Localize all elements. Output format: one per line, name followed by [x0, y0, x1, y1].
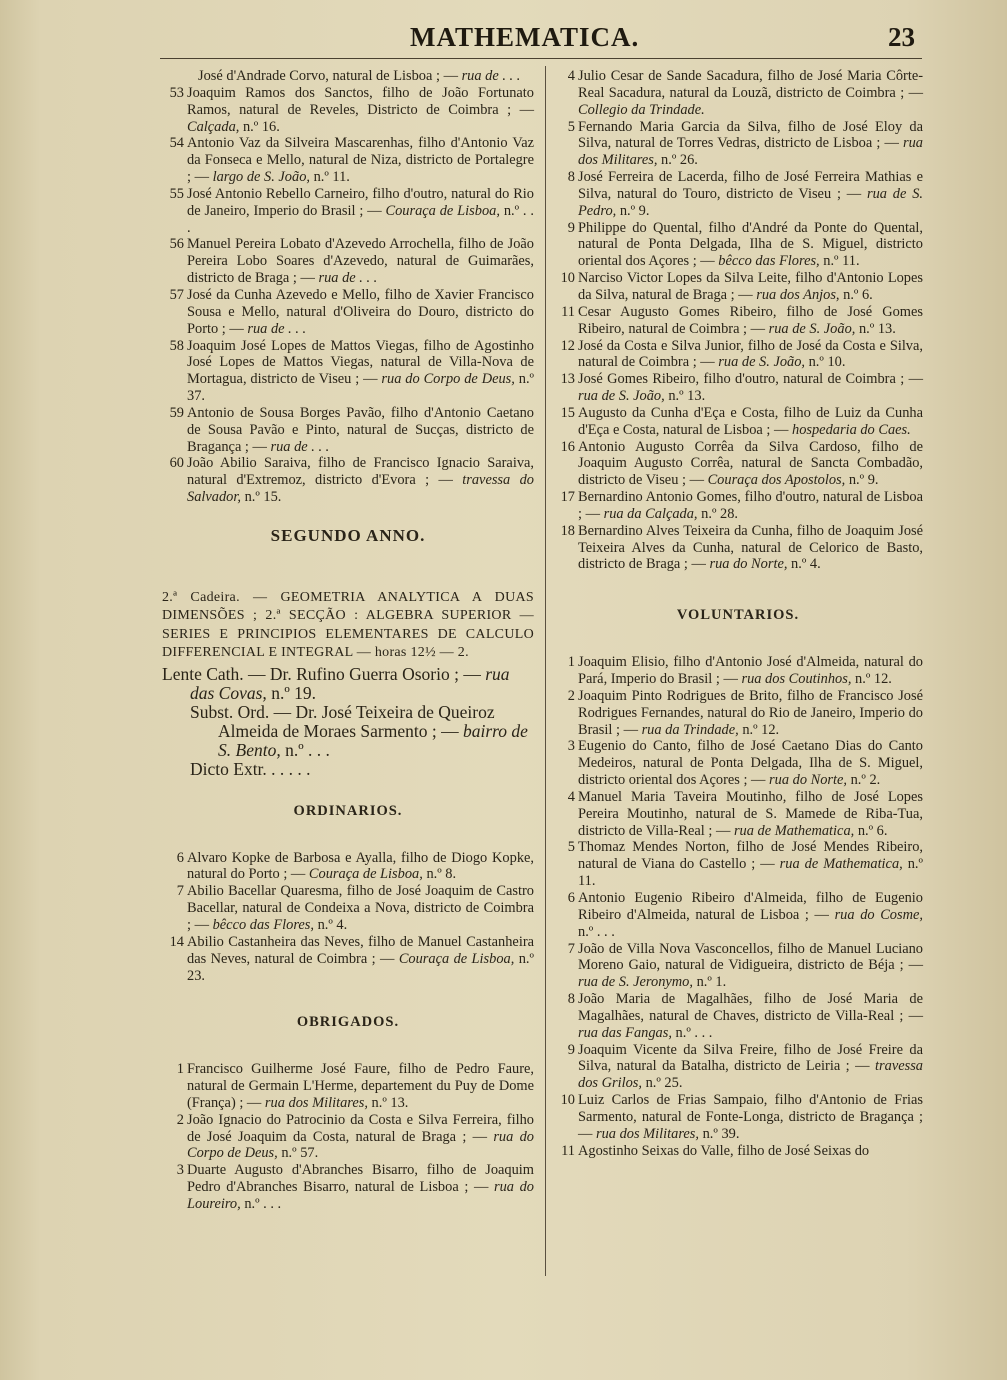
entry-address: rua de S. Jeronymo,: [578, 974, 693, 991]
entry-number: 17: [560, 489, 575, 506]
entry-house-number: n.º 9.: [845, 472, 879, 489]
entry-address: hospedaria do Caes.: [792, 421, 911, 438]
list-entry: [553, 119, 923, 170]
list-entry: [162, 135, 534, 186]
section-heading-obrigados: OBRIGADOS.: [296, 1014, 400, 1031]
entry-body: Antonio Vaz da Silveira Mascarenhas, filho d'Antonio Vaz da Fonseca e Mello, natural de Niza, districto de Portalegre ; —: [187, 135, 534, 186]
entry-body: Fernando Maria Garcia da Silva, filho de José Eloy da Silva, natural de Torres Vedras, districto de Lisboa ; —: [578, 118, 923, 152]
entry-number: 5: [567, 118, 575, 135]
list-entry: [553, 439, 923, 490]
list-entry: [162, 455, 534, 506]
entry-text: [578, 941, 923, 992]
entry-address: rua do Norte,: [709, 556, 788, 573]
entry-house-number: n.º 37.: [187, 371, 535, 405]
list-entry: [162, 883, 534, 934]
entry-house-number: n.º 16.: [239, 118, 280, 135]
entry-address: rua de S. João,: [768, 320, 856, 337]
entry-text: [187, 850, 534, 884]
entry-body: José Gomes Ribeiro, filho d'outro, natural de Coimbra ; —: [578, 371, 923, 388]
entry-text: [578, 890, 923, 941]
entry-house-number: n.º 26.: [657, 152, 698, 169]
entry-body: João Ignacio do Patrocinio da Costa e Silva Ferreira, filho de José Joaquim da Costa, natural de Braga ; —: [187, 1111, 534, 1145]
entry-text: [578, 688, 923, 739]
entry-number: 8: [567, 169, 575, 186]
entry-address: rua dos Anjos,: [756, 286, 840, 303]
entry-number: 16: [560, 438, 575, 455]
entry-text: [578, 738, 923, 789]
entry-text: [578, 405, 923, 439]
list-entry: [553, 489, 923, 523]
entry-number: 9: [567, 1041, 575, 1058]
entry-body: João Maria de Magalhães, filho de José Maria de Magalhães, natural de Chaves, districto de Villa-Real ; —: [578, 991, 923, 1024]
entry-address: bêcco das Flores,: [212, 917, 314, 933]
entry-house-number: n.º 57.: [277, 1145, 319, 1162]
entry-number: 12: [560, 337, 575, 354]
entry-number: 10: [560, 1092, 575, 1109]
entry-body: Narciso Victor Lopes da Silva Leite, filho d'Antonio Lopes da Silva, natural de Braga ; —: [578, 270, 923, 303]
list-entry: [162, 1162, 534, 1213]
entry-address: rua de . . .: [461, 68, 521, 84]
entry-text: [578, 304, 923, 338]
entry-body: Alvaro Kopke de Barbosa e Ayalla, filho de Diogo Kopke, natural do Porto ; —: [187, 849, 534, 883]
list-entry: [553, 220, 923, 271]
entry-house-number: n.º 11.: [309, 169, 350, 186]
entry-number: 1: [567, 654, 575, 671]
entry-text: [187, 1112, 534, 1163]
entry-house-number: n.º 12.: [738, 721, 780, 738]
entry-number: 56: [169, 236, 184, 253]
entry-number: 8: [567, 991, 575, 1008]
entry-number: 10: [560, 270, 575, 287]
ordinarios-list: [162, 850, 534, 985]
dicto-line: Dicto Extr. . . . . .: [190, 758, 311, 779]
right-column: [553, 68, 923, 1159]
entry-body: Joaquim Ramos dos Sanctos, filho de João Fortunato Ramos, natural de Reveles, Districto de Coimbra ; —: [187, 84, 534, 118]
entry-body: Cesar Augusto Gomes Ribeiro, filho de José Gomes Ribeiro, natural de Coimbra ; —: [578, 303, 923, 337]
entry-number: 7: [176, 883, 184, 900]
header-rule: [160, 58, 922, 59]
entry-body: José da Costa e Silva Junior, filho de José da Costa e Silva, natural de Coimbra ; —: [578, 337, 923, 371]
entry-house-number: n.º . . .: [240, 1195, 282, 1212]
entry-house-number: n.º . . .: [187, 202, 534, 236]
page-number: 23: [888, 22, 915, 52]
entry-house-number: n.º 4.: [787, 556, 821, 573]
list-entry: [553, 738, 923, 789]
entry-address: Calçada,: [187, 118, 240, 135]
list-entry: [162, 850, 534, 884]
entry-number: 4: [567, 788, 575, 805]
entry-body: Manuel Pereira Lobato d'Azevedo Arrochella, filho de João Pereira Lobo Soares d'Azevedo, natural de Guimarães, districto de Braga ; —: [187, 236, 534, 287]
entry-address: travessa dos Grilos,: [578, 1058, 923, 1092]
entry-text: [578, 169, 923, 220]
entry-number: 6: [567, 889, 575, 906]
entry-text: [187, 455, 534, 506]
obrigados-list: [162, 1061, 534, 1213]
entry-text: [578, 270, 923, 304]
entry-number: 2: [567, 687, 575, 704]
section-heading-ordinarios: ORDINARIOS.: [293, 802, 403, 819]
entry-address: Collegio da Trindade.: [578, 101, 705, 118]
entry-address: rua de S. Pedro,: [578, 185, 923, 219]
entry-body: José Antonio Rebello Carneiro, filho d'outro, natural do Rio de Janeiro, Imperio do Brasil ; —: [187, 185, 534, 219]
entry-body: João de Villa Nova Vasconcellos, filho de Manuel Luciano Moreno Gaio, natural de Vidigueira, districto de Béja ; —: [578, 940, 923, 974]
entry-text: [578, 839, 923, 890]
entry-address: rua de . . .: [318, 270, 378, 287]
entry-address: rua dos Militares,: [264, 1094, 368, 1111]
entry-house-number: n.º 13.: [855, 320, 896, 337]
entry-body: Augusto da Cunha d'Eça e Costa, filho de Luiz da Cunha d'Eça e Costa, natural de Lisboa ; —: [578, 404, 923, 438]
entry-address: rua de S. João,: [578, 388, 665, 405]
entry-house-number: n.º 6.: [854, 822, 888, 839]
entry-text: [578, 68, 923, 119]
entry-text: [578, 1143, 923, 1160]
entry-number: 53: [169, 84, 184, 101]
entry-number: 9: [567, 219, 575, 236]
voluntarios-list: [553, 654, 923, 1159]
entry-address: rua dos Militares,: [578, 135, 923, 169]
entry-body: Joaquim Elisio, filho d'Antonio José d'Almeida, natural do Pará, Imperio do Brasil ; —: [578, 654, 923, 687]
list-entry: [553, 890, 923, 941]
entry-house-number: n.º 9.: [616, 202, 650, 219]
entry-number: 18: [560, 522, 575, 539]
entry-body: Bernardino Antonio Gomes, filho d'outro, natural de Lisboa ; —: [578, 489, 923, 522]
entry-body: Abilio Castanheira das Neves, filho de Manuel Castanheira das Neves, natural de Coimbra ; —: [187, 933, 534, 967]
entry-number: 60: [169, 455, 184, 472]
entry-house-number: n.º 4.: [313, 917, 348, 933]
entry-body: Duarte Augusto d'Abranches Bisarro, filho de Joaquim Pedro d'Abranches Bisarro, natural de Lisboa ; —: [187, 1162, 534, 1196]
list-entry: [553, 688, 923, 739]
entry-address: largo de S. João,: [212, 169, 310, 186]
list-entry: [162, 1112, 534, 1163]
left-column: [162, 68, 534, 1213]
running-header: [0, 22, 1007, 58]
list-entry: [553, 523, 923, 574]
entry-house-number: n.º . . .: [671, 1024, 713, 1041]
entry-body: Bernardino Alves Teixeira da Cunha, filho de Joaquim José Teixeira Alves da Cunha, natural de Celorico de Basto, districto de Braga ; —: [578, 522, 923, 573]
entry-text: [578, 119, 923, 170]
entry-body: Joaquim Vicente da Silva Freire, filho de José Freire da Silva, natural da Batalha, districto de Leiria ; —: [578, 1041, 923, 1075]
entry-number: 59: [169, 404, 184, 421]
list-entry: [553, 654, 923, 688]
entry-body: Antonio de Sousa Borges Pavão, filho d'Antonio Caetano de Sousa Pavão e Pinto, natural de Sucças, districto de Bragança ; —: [187, 404, 534, 455]
list-entry: [553, 371, 923, 405]
entry-body: João Abilio Saraiva, filho de Francisco Ignacio Saraiva, natural d'Extremoz, districto d'Evora ; —: [187, 455, 534, 489]
entry-body: Philippe do Quental, filho d'André da Ponte do Quental, natural de Ponta Delgada, Ilha de S. Miguel, districto oriental dos Açores ; —: [578, 219, 923, 270]
entry-address: rua de Mathematica,: [779, 856, 903, 873]
entry-text: [187, 883, 534, 934]
entry-number: 58: [169, 337, 184, 354]
entry-house-number: n.º 12.: [851, 671, 892, 687]
entry-text: [187, 236, 534, 287]
entry-house-number: n.º 11.: [578, 856, 923, 890]
entry-number: 11: [561, 1142, 575, 1159]
entry-text: [187, 186, 534, 237]
column-divider: [545, 66, 546, 1276]
entry-address: rua dos Coutinhos,: [741, 671, 852, 687]
entry-address: Couraça de Lisboa,: [308, 866, 423, 883]
entry-number: 6: [176, 849, 184, 866]
entry-text: [578, 1042, 923, 1093]
entry-number: 57: [169, 286, 184, 303]
entry-house-number: n.º 1.: [692, 974, 727, 991]
list-entry: [553, 169, 923, 220]
entry-address: rua do Corpo de Deus,: [187, 1128, 535, 1162]
entry-number: 14: [169, 933, 184, 950]
list-entry: [162, 186, 534, 237]
entry-house-number: n.º 13.: [367, 1094, 409, 1111]
entry-body: Manuel Maria Taveira Moutinho, filho de José Lopes Pereira Moutinho, natural de S. Mamede de Riba-Tua, districto de Villa-Real ; —: [578, 788, 923, 839]
entry-text: [187, 135, 534, 186]
section-heading-segundo-anno: SEGUNDO ANNO.: [270, 525, 426, 545]
entry-number: 15: [560, 404, 575, 421]
list-entry: [553, 1042, 923, 1093]
entry-number: 2: [176, 1111, 184, 1128]
list-entry: [553, 405, 923, 439]
list-entry: [162, 338, 534, 405]
entry-house-number: n.º . . .: [578, 923, 615, 940]
list-entry: [162, 85, 534, 136]
entry-address: rua de S. João,: [718, 354, 806, 371]
entry-house-number: n.º 39.: [699, 1125, 740, 1142]
list-entry: [553, 789, 923, 840]
list-entry: [553, 270, 923, 304]
list-entry: [162, 405, 534, 456]
entry-number: 7: [567, 940, 575, 957]
substituto-line: Subst. Ord. — Dr. José Teixeira de Queiroz Almeida de Moraes Sarmento ; — bairro de S. Bento, n.º . . .: [190, 701, 528, 760]
entry-text: [578, 654, 923, 688]
entry-address: rua da Trindade,: [641, 721, 739, 738]
list-entry: [553, 304, 923, 338]
entry-text: [187, 934, 534, 985]
entry-address: travessa do Salvador,: [187, 472, 534, 506]
entry-address: rua do Loureiro,: [187, 1179, 534, 1212]
entry-house-number: n.º 23.: [187, 950, 534, 984]
entry-number: 3: [176, 1162, 184, 1179]
entry-house-number: n.º 2.: [847, 772, 881, 789]
lente-line: Lente Cath. — Dr. Rufino Guerra Osorio ; — rua das Covas, n.º 19.: [162, 663, 510, 703]
entry-text: [187, 338, 534, 405]
entry-text: [187, 1061, 534, 1112]
entry-body: Abilio Bacellar Quaresma, filho de José Joaquim de Castro Bacellar, natural de Condeixa a Nova, districto de Coimbra ; —: [187, 883, 534, 933]
entry-house-number: n.º 8.: [422, 866, 457, 883]
entry-body: Eugenio do Canto, filho de José Caetano Dias do Canto Medeiros, natural de Ponta Delgada, Ilha de S. Miguel, districto oriental dos Açores ; —: [578, 738, 923, 789]
entry-number: 1: [176, 1061, 184, 1078]
entry-body: Joaquim José Lopes de Mattos Viegas, filho de Agostinho José Lopes de Mattos Viegas, natural de Villa-Nova de Mortagua, districto de Viseu ; —: [187, 337, 534, 388]
entry-text: [578, 439, 923, 490]
entry-address: rua de . . .: [247, 320, 307, 337]
entry-text: [187, 1162, 534, 1213]
entry-address: rua do Corpo de Deus,: [381, 371, 515, 388]
entry-body: Julio Cesar de Sande Sacadura, filho de José Maria Côrte-Real Sacadura, natural da Louzã, districto de Coimbra ; —: [578, 68, 923, 101]
entry-body: José da Cunha Azevedo e Mello, filho de Xavier Francisco Sousa e Mello, natural d'Oliveira do Douro, districto do Porto ; —: [187, 286, 534, 337]
entry-number: 3: [567, 738, 575, 755]
list-entry: [162, 1061, 534, 1112]
entry-list-continued: [162, 68, 534, 506]
entry-address: Couraça de Lisboa,: [385, 202, 500, 219]
entry-number: 11: [561, 303, 575, 320]
entry-number: 54: [169, 135, 184, 152]
entry-body: Antonio Augusto Corrêa da Silva Cardoso, filho de Joaquim Augusto Corrêa, natural de Sancta Combadão, districto de Viseu ; —: [578, 438, 923, 489]
entry-text: [578, 220, 923, 271]
entry-address: rua da Calçada,: [603, 505, 698, 522]
entry-body: Agostinho Seixas do Valle, filho de José Seixas do: [578, 1142, 870, 1159]
obrigados-list-continued: [553, 68, 923, 573]
list-entry: [162, 68, 534, 85]
list-entry: [553, 338, 923, 372]
entry-house-number: n.º 10.: [805, 354, 846, 371]
entry-body: Francisco Guilherme José Faure, filho de Pedro Faure, natural de Germain L'Herme, departement du Puy de Dome (França) ; —: [187, 1061, 534, 1111]
list-entry: [162, 236, 534, 287]
list-entry: [553, 941, 923, 992]
entry-address: rua dos Militares,: [596, 1125, 700, 1142]
list-entry: [553, 839, 923, 890]
entry-text: [187, 405, 534, 456]
entry-body: José Ferreira de Lacerda, filho de José Ferreira Mathias e Silva, natural do Touro, districto de Viseu ; —: [578, 169, 923, 202]
entry-number: 5: [567, 839, 575, 856]
entry-address: rua das Fangas,: [578, 1024, 672, 1041]
entry-house-number: n.º 25.: [641, 1075, 683, 1092]
entry-address: Couraça dos Apostolos,: [707, 472, 846, 489]
entry-body: José d'Andrade Corvo, natural de Lisboa ; —: [198, 68, 462, 84]
entry-house-number: n.º 11.: [819, 253, 860, 270]
list-entry: [553, 68, 923, 119]
cadeira-description: 2.ª Cadeira. — GEOMETRIA ANALYTICA A DUAS DIMENSÕES ; 2.ª SECÇÃO : ALGEBRA SUPERIOR — SERIES E PRINCIPIOS ELEMENTARES DE CALCULO DIFFERENCIAL E INTEGRAL — horas 12½ — 2.: [162, 589, 534, 661]
entry-address: rua de Mathematica,: [733, 822, 855, 839]
entry-text: [578, 338, 923, 372]
entry-body: Thomaz Mendes Norton, filho de José Mendes Ribeiro, natural de Viana do Castello ; —: [578, 839, 923, 873]
entry-address: rua do Cosme,: [834, 906, 923, 923]
entry-number: 55: [169, 185, 184, 202]
entry-text: [578, 489, 923, 523]
entry-text: [187, 85, 534, 136]
entry-body: Antonio Eugenio Ribeiro d'Almeida, filho de Eugenio Ribeiro d'Almeida, natural de Lisboa ; —: [578, 889, 923, 923]
entry-number: 13: [560, 371, 575, 388]
entry-body: Luiz Carlos de Frias Sampaio, filho d'Antonio de Frias Sarmento, natural de Fonte-Longa, districto de Bragança ; —: [578, 1092, 923, 1142]
section-heading-voluntarios: VOLUNTARIOS.: [676, 607, 800, 624]
entry-address: bêcco das Flores,: [718, 253, 820, 270]
list-entry: [553, 1092, 923, 1143]
entry-body: Joaquim Pinto Rodrigues de Brito, filho de Francisco José Rodrigues Fernandes, natural do Rio de Janeiro, Imperio do Brasil ; —: [578, 687, 923, 738]
entry-house-number: n.º 15.: [240, 489, 282, 506]
entry-address: Couraça de Lisboa,: [398, 950, 515, 967]
entry-house-number: n.º 13.: [664, 388, 706, 405]
page-title: MATHEMATICA.: [410, 22, 640, 52]
entry-house-number: n.º 6.: [839, 286, 873, 303]
entry-text: [578, 1092, 923, 1143]
list-entry: [162, 934, 534, 985]
entry-text: [578, 789, 923, 840]
entry-text: [578, 371, 923, 405]
entry-text: [187, 287, 534, 338]
entry-address: rua do Norte,: [769, 772, 848, 789]
entry-address: rua de . . .: [270, 438, 330, 455]
entry-house-number: n.º 28.: [697, 505, 738, 522]
list-entry: [553, 1143, 923, 1160]
list-entry: [553, 991, 923, 1042]
list-entry: [162, 287, 534, 338]
entry-text: [578, 523, 923, 574]
entry-text: [578, 991, 923, 1042]
entry-number: 4: [567, 68, 575, 84]
